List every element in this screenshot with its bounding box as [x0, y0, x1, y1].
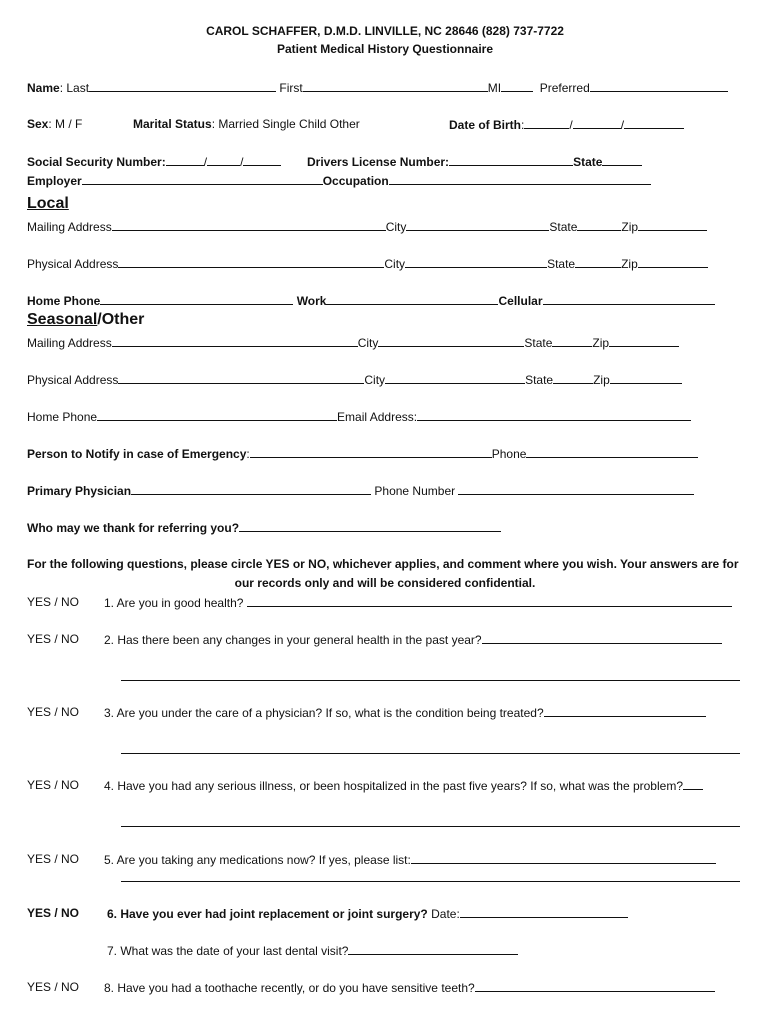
q4-answer-line[interactable]	[121, 826, 740, 827]
local-mailing-field[interactable]	[112, 219, 386, 231]
zip-label: Zip	[592, 336, 610, 350]
q1-text: 1. Are you in good health?	[104, 596, 247, 610]
question-2	[104, 632, 722, 647]
preferred-label: Preferred	[539, 81, 590, 95]
q5-answer-line[interactable]	[121, 881, 740, 882]
physician-field[interactable]	[131, 483, 371, 495]
q8-text: 8. Have you had a toothache recently, or do you have sensitive teeth?	[104, 981, 475, 995]
state-label: State	[549, 220, 578, 234]
seasonal-phone-row	[27, 409, 691, 424]
email-label: Email Address:	[337, 410, 418, 424]
local-state-field[interactable]	[575, 256, 621, 268]
seasonal-mailing-field[interactable]	[112, 335, 358, 347]
zip-label: Zip	[621, 220, 639, 234]
q5-text: 5. Are you taking any medications now? If yes, please list:	[104, 853, 411, 867]
q2-answer-field[interactable]	[482, 632, 722, 644]
dob-month-field[interactable]	[524, 117, 569, 129]
dob-day-field[interactable]	[573, 117, 621, 129]
employer-row	[27, 173, 651, 188]
physician-row	[27, 483, 694, 498]
seasonal-zip-field[interactable]	[610, 372, 682, 384]
q4-text: 4. Have you had any serious illness, or been hospitalized in the past five years? If so, what was the problem?	[104, 779, 683, 793]
home-phone-label: Home Phone	[27, 410, 98, 424]
q7-text: 7. What was the date of your last dental visit?	[107, 944, 349, 958]
q4-yes-no[interactable]: YES / NO	[27, 778, 80, 792]
employer-label: Employer	[27, 174, 82, 188]
seasonal-heading-main: Seasonal	[27, 311, 98, 328]
q8-answer-field[interactable]	[475, 980, 715, 992]
home-phone-label: Home Phone	[27, 294, 101, 308]
emergency-row	[27, 446, 698, 461]
slash: /	[203, 155, 208, 169]
q5-answer-field[interactable]	[411, 852, 716, 864]
slash: /	[569, 118, 573, 132]
state-label: State	[525, 373, 554, 387]
city-label: City	[385, 220, 407, 234]
q4-answer-field[interactable]	[683, 778, 703, 790]
first-name-field[interactable]	[303, 80, 488, 92]
preferred-field[interactable]	[590, 80, 728, 92]
referral-label: Who may we thank for referring you?	[27, 521, 240, 535]
marital-status	[133, 117, 360, 131]
emergency-contact-field[interactable]	[250, 446, 492, 458]
dob-row: Date of Birth: / /	[449, 117, 684, 132]
q6-date-field[interactable]	[460, 906, 628, 918]
emergency-label: Person to Notify in case of Emergency	[27, 447, 247, 461]
local-work-field[interactable]	[326, 293, 498, 305]
question-7	[107, 943, 518, 958]
local-cellular-field[interactable]	[543, 293, 715, 305]
local-home-phone-field[interactable]	[100, 293, 293, 305]
cellular-label: Cellular	[498, 294, 543, 308]
referral-row	[27, 520, 501, 535]
marital-label: Marital Status	[133, 117, 212, 131]
local-city-field[interactable]	[406, 219, 549, 231]
license-label: Drivers License Number:	[307, 155, 450, 169]
slash: /	[240, 155, 244, 169]
colon: :	[246, 447, 250, 461]
q3-answer-line[interactable]	[121, 753, 740, 754]
dob-label: Date of Birth	[449, 118, 521, 132]
zip-label: Zip	[621, 257, 638, 271]
referral-field[interactable]	[239, 520, 501, 532]
instructions-line-1: For the following questions, please circle YES or NO, whichever applies, and comment where you wish. Your answers are for	[27, 557, 739, 571]
mi-field[interactable]	[501, 80, 533, 92]
license-state-field[interactable]	[602, 154, 642, 166]
q1-yes-no[interactable]: YES / NO	[27, 595, 80, 609]
seasonal-zip-field[interactable]	[609, 335, 679, 347]
seasonal-heading-other: /Other	[97, 311, 145, 328]
license-state-label: State	[573, 155, 603, 169]
seasonal-state-field[interactable]	[552, 335, 592, 347]
instructions-line-2: our records only and will be considered confidential.	[234, 576, 536, 590]
seasonal-physical-field[interactable]	[118, 372, 364, 384]
local-phone-row	[27, 293, 715, 308]
form-title: Patient Medical History Questionnaire	[276, 42, 494, 56]
sex-row	[27, 117, 82, 131]
q1-answer-field[interactable]	[247, 595, 732, 607]
name-row	[27, 80, 728, 95]
office-header: CAROL SCHAFFER, D.M.D. LINVILLE, NC 28646 (828) 737-7722	[206, 24, 564, 38]
ssn-part2-field[interactable]	[207, 154, 240, 166]
dob-year-field[interactable]	[624, 117, 684, 129]
ssn-label: Social Security Number:	[27, 155, 166, 169]
physician-label: Primary Physician	[27, 484, 132, 498]
physical-label: Physical Address	[27, 373, 119, 387]
local-physical-field[interactable]	[118, 256, 384, 268]
last-label: : Last	[59, 81, 90, 95]
mi-label: MI	[487, 81, 502, 95]
physical-label: Physical Address	[27, 257, 119, 271]
ssn-part1-field[interactable]	[166, 154, 204, 166]
q6-text: 6. Have you ever had joint replacement or joint surgery?	[107, 907, 428, 921]
seasonal-home-phone-field[interactable]	[97, 409, 337, 421]
local-mailing-row	[27, 219, 707, 234]
local-zip-field[interactable]	[638, 219, 707, 231]
local-heading: Local	[27, 195, 69, 212]
first-label: First	[279, 81, 303, 95]
q7-answer-field[interactable]	[348, 943, 518, 955]
emergency-phone-field[interactable]	[526, 446, 698, 458]
question-3	[104, 705, 706, 720]
email-field[interactable]	[417, 409, 691, 421]
state-label: State	[524, 336, 553, 350]
slash: /	[620, 118, 625, 132]
occupation-label: Occupation	[322, 174, 389, 188]
city-label: City	[357, 336, 379, 350]
ssn-part3-field[interactable]	[243, 154, 281, 166]
physician-phone-label: Phone Number	[371, 484, 459, 498]
ssn-row	[27, 154, 281, 169]
city-label: City	[384, 257, 406, 271]
physician-phone-field[interactable]	[458, 483, 694, 495]
seasonal-physical-row	[27, 372, 682, 387]
local-zip-field[interactable]	[638, 256, 708, 268]
seasonal-city-field[interactable]	[378, 335, 524, 347]
mailing-label: Mailing Address	[27, 336, 112, 350]
zip-label: Zip	[593, 373, 610, 387]
emergency-phone-label: Phone	[491, 447, 527, 461]
q2-yes-no[interactable]: YES / NO	[27, 632, 80, 646]
q6-yes-no[interactable]: YES / NO	[27, 906, 80, 920]
q6-date-label: Date:	[427, 907, 460, 921]
q3-answer-field[interactable]	[544, 705, 706, 717]
sex-options[interactable]: : M / F	[48, 117, 83, 131]
last-name-field[interactable]	[89, 80, 276, 92]
employer-field[interactable]	[82, 173, 323, 185]
q2-text: 2. Has there been any changes in your general health in the past year?	[104, 633, 482, 647]
q3-yes-no[interactable]: YES / NO	[27, 705, 80, 719]
city-label: City	[364, 373, 386, 387]
question-5	[104, 852, 716, 867]
q8-yes-no[interactable]: YES / NO	[27, 980, 80, 994]
question-1	[104, 595, 732, 610]
question-8	[104, 980, 715, 995]
license-field[interactable]	[449, 154, 573, 166]
seasonal-city-field[interactable]	[385, 372, 525, 384]
name-label: Name	[27, 81, 60, 95]
local-physical-row	[27, 256, 708, 271]
local-state-field[interactable]	[577, 219, 621, 231]
local-city-field[interactable]	[405, 256, 547, 268]
seasonal-mailing-row	[27, 335, 679, 350]
seasonal-heading	[27, 311, 144, 329]
mailing-label: Mailing Address	[27, 220, 112, 234]
question-6	[107, 906, 628, 921]
seasonal-state-field[interactable]	[553, 372, 593, 384]
sex-label: Sex	[27, 117, 49, 131]
occupation-field[interactable]	[389, 173, 651, 185]
q3-text: 3. Are you under the care of a physician? If so, what is the condition being treated?	[104, 706, 544, 720]
state-label: State	[547, 257, 576, 271]
marital-options[interactable]: : Married Single Child Other	[211, 117, 360, 131]
q5-yes-no[interactable]: YES / NO	[27, 852, 80, 866]
work-label: Work	[296, 294, 327, 308]
q2-answer-line[interactable]	[121, 680, 740, 681]
question-4	[104, 778, 703, 793]
license-row	[307, 154, 642, 169]
